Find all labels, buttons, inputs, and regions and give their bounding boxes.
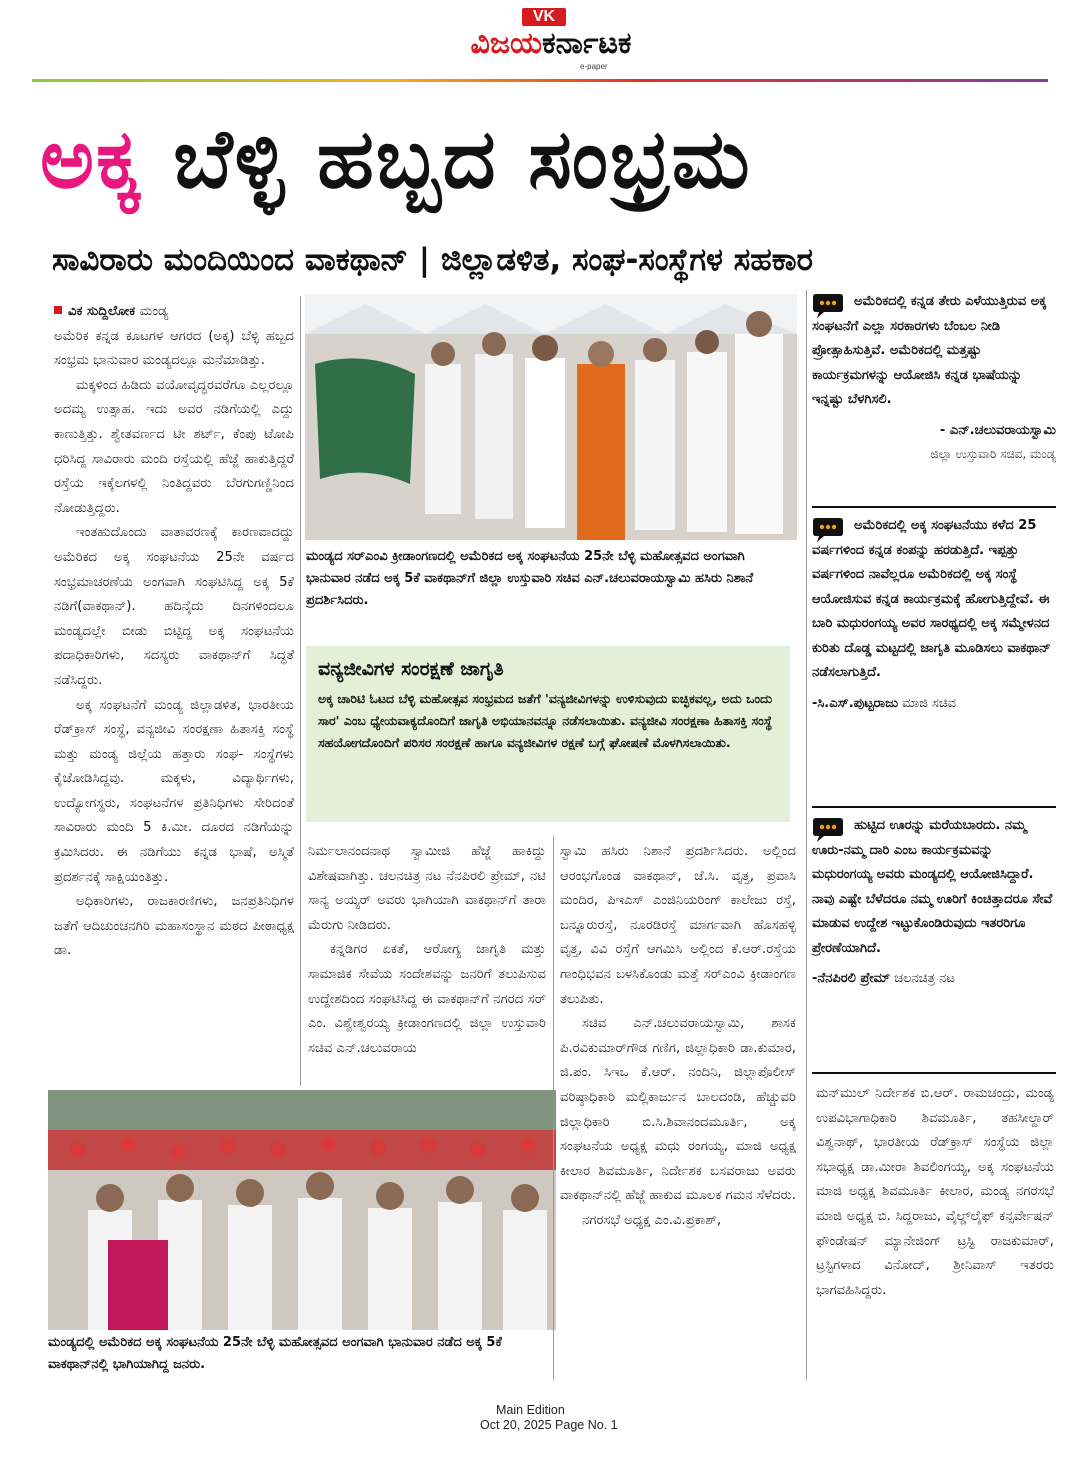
newspaper-name-red: ವಿಜಯ <box>470 26 543 61</box>
photo-walkathon-crowd <box>48 1090 556 1330</box>
quote-3-author <box>812 967 1056 991</box>
quote-2-body: ಅಮೆರಿಕದಲ್ಲಿ ಅಕ್ಕ ಸಂಘಟನೆಯು ಕಳೆದ 25 ವರ್ಷಗಳಿಂದ ಕನ್ನಡ ಕಂಪನ್ನು ಹರಡುತ್ತಿದೆ. ಇಪ್ಪತ್ತು ವರ್ಷಗಳಿಂದ ನಾವೆಲ್ಲರೂ ಅಮೆರಿಕದಲ್ಲಿ ಅಕ್ಕ ಸಂಸ್ಥೆ ಆಯೋಜಿಸುವ ಕನ್ನಡ ಕಾರ್ಯಕ್ರಮಕ್ಕೆ ಹೋಗುತ್ತಿದ್ದೇವೆ. ಈ ಬಾರಿ ಮಧುರಂಗಯ್ಯ ಅವರ ಸಾರಥ್ಯದಲ್ಲಿ ಅಕ್ಕ ಸಮ್ಮೇಳನದ ಕುರಿತು ದೊಡ್ಡ ಮಟ್ಟದಲ್ಲಿ ಜಾಗೃತಿ ಮೂಡಿಸಲು ವಾಕಥಾನ್ ನಡೆಸಲಾಗುತ್ತಿದೆ. <box>812 518 1051 680</box>
quote-1-role: ಜಿಲ್ಲಾ ಉಸ್ತುವಾರಿ ಸಚಿವ, ಮಂಡ್ಯ <box>930 446 1056 461</box>
quote-3-text <box>812 814 1056 961</box>
photo-walkathon-crowd-caption: ಮಂಡ್ಯದಲ್ಲಿ ಅಮೆರಿಕದ ಅಕ್ಕ ಸಂಘಟನೆಯ 25ನೇ ಬೆಳ್ಳಿ ಮಹೋತ್ಸವದ ಅಂಗವಾಗಿ ಭಾನುವಾರ ನಡೆದ ಅಕ್ಕ 5ಕೆ ವಾಕಥಾನ್‌ನಲ್ಲಿ ಭಾಗಿಯಾಗಿದ್ದ ಜನರು. <box>48 1335 502 1372</box>
subheadline: ಸಾವಿರಾರು ಮಂದಿಯಿಂದ ವಾಕಥಾನ್ | ಜಿಲ್ಲಾಡಳಿತ, ಸಂಘ-ಸಂಸ್ಥೆಗಳ ಸಹಕಾರ <box>52 242 814 278</box>
article-column-3 <box>560 840 796 1380</box>
newspaper-name-black: ಕರ್ನಾಟಕ <box>542 26 632 61</box>
quote-1 <box>812 290 1056 500</box>
wildlife-box-title: ವನ್ಯಜೀವಿಗಳ ಸಂರಕ್ಷಣೆ ಜಾಗೃತಿ <box>318 658 504 680</box>
paragraph: ಕನ್ನಡಿಗರ ಏಕತೆ, ಆರೋಗ್ಯ ಜಾಗೃತಿ ಮತ್ತು ಸಾಮಾಜಿಕ ಸೇವೆಯ ಸಂದೇಶವನ್ನು ಜನರಿಗೆ ತಲುಪಿಸುವ ಉದ್ದೇಶದಿಂದ ಸಂಘಟಿಸಿದ್ದ ಈ ವಾಕಥಾನ್‌ಗೆ ನಗರದ ಸರ್ ಎಂ. ವಿಶ್ವೇಶ್ವರಯ್ಯ ಕ್ರೀಡಾಂಗಣದಲ್ಲಿ ಜಿಲ್ಲಾ ಉಸ್ತುವಾರಿ ಸಚಿವ ಎನ್.ಚಲುವರಾಯ <box>308 942 546 1056</box>
headline <box>40 96 1050 224</box>
quote-2-author-name: -ಸಿ.ಎಸ್.ಪುಟ್ಟರಾಜು <box>812 695 898 711</box>
footer-edition: Main Edition <box>496 1403 565 1417</box>
paragraph: ಇಂತಹುದೊಂದು ವಾತಾವರಣಕ್ಕೆ ಕಾರಣವಾದದ್ದು ಅಮೆರಿಕದ ಅಕ್ಕ ಸಂಘಟನೆಯ 25ನೇ ವರ್ಷದ ಸಂಭ್ರಮಾಚರಣೆಯ ಅಂಗವಾಗಿ ಸಂಘಟಿಸಿದ್ದ ಅಕ್ಕ 5ಕೆ ನಡಿಗೆ(ವಾಕಥಾನ್). ಹದಿನೈದು ದಿನಗಳಿಂದಲೂ ಮಂಡ್ಯದಲ್ಲೇ ಬೀಡು ಬಿಟ್ಟಿದ್ದ ಅಕ್ಕ ಸಂಘಟನೆಯ ಪದಾಧಿಕಾರಿಗಳು, ಸದಸ್ಯರು ವಾಕಥಾನ್‌ಗೆ ಸಿದ್ಧತೆ ನಡೆಸಿದ್ದರು. <box>54 525 294 688</box>
photo-flag-off-image <box>305 294 797 540</box>
article-column-4 <box>816 1082 1054 1382</box>
quote-2-author <box>812 692 1056 716</box>
masthead-rule <box>32 79 1048 82</box>
dateline <box>54 300 294 325</box>
quote-2-role: ಮಾಜಿ ಸಚಿವ <box>902 695 956 711</box>
dateline-city: ಮಂಡ್ಯ <box>139 304 169 319</box>
paragraph: ಮನ್‌ಮುಲ್ ನಿರ್ದೇಶಕ ಬಿ.ಆರ್. ರಾಮಚಂದ್ರು, ಮಂಡ್ಯ ಉಪವಿಭಾಗಾಧಿಕಾರಿ ಶಿವಮೂರ್ತಿ, ತಹಸೀಲ್ದಾರ್ ವಿಶ್ವನಾಥ್, ಭಾರತೀಯ ರೆಡ್‌ಕ್ರಾಸ್ ಸಂಸ್ಥೆಯ ಜಿಲ್ಲಾ ಸಭಾಧ್ಯಕ್ಷ ಡಾ.ಮೀರಾ ಶಿವಲಿಂಗಯ್ಯ, ಅಕ್ಕ ಸಂಘಟನೆಯ ಮಾಜಿ ಅಧ್ಯಕ್ಷ ಶಿವಮೂರ್ತಿ ಕೀಲಾರ, ಮಂಡ್ಯ ನಗರಸಭೆ ಮಾಜಿ ಅಧ್ಯಕ್ಷ ಬಿ. ಸಿದ್ದರಾಜು, ವೈಲ್ಡ್‌ಲೈಫ್ ಕನ್ಸರ್ವೇಷನ್ ಫೌಂಡೇಷನ್ ಮ್ಯಾನೇಜಿಂಗ್ ಟ್ರಸ್ಟಿ ರಾಜಕುಮಾರ್, ಟ್ರಸ್ಟಿಗಳಾದ ವಿನೋದ್, ಶ್ರೀನಿವಾಸ್ ಇತರರು ಭಾಗವಹಿಸಿದ್ದರು. <box>816 1086 1054 1298</box>
quote-divider <box>812 506 1056 508</box>
article-column-2 <box>308 840 546 1086</box>
wildlife-box-body: ಅಕ್ಕ ಚಾರಿಟಿ ಓಟದ ಬೆಳ್ಳಿ ಮಹೋತ್ಸವ ಸಂಭ್ರಮದ ಜತೆಗೆ 'ವನ್ಯಜೀವಿಗಳನ್ನು ಉಳಿಸುವುದು ಐಚ್ಛಿಕವಲ್ಲ, ಅದು ಒಂದು ಸಾರ' ಎಂಬ ಧ್ಯೇಯವಾಕ್ಯದೊಂದಿಗೆ ಜಾಗೃತಿ ಅಭಿಯಾನವನ್ನೂ ನಡೆಸಲಾಯಿತು. ವನ್ಯಜೀವಿ ಸಂರಕ್ಷಣಾ ಹಿತಾಸಕ್ತಿ ಸಂಸ್ಥೆ ಸಹಯೋಗದೊಂದಿಗೆ ಪರಿಸರ ಸಂರಕ್ಷಣೆ ಹಾಗೂ ವನ್ಯಜೀವಿಗಳ ರಕ್ಷಣೆ ಬಗ್ಗೆ ಘೋಷಣೆ ಮೊಳಗಿಸಲಾಯಿತು. <box>318 691 773 750</box>
paragraph: ಮಕ್ಕಳಿಂದ ಹಿಡಿದು ವಯೋವೃದ್ಧರವರೆಗೂ ಎಲ್ಲರಲ್ಲೂ ಅದಮ್ಯ ಉತ್ಸಾಹ. ಇದು ಅವರ ನಡಿಗೆಯಲ್ಲಿ ಎದ್ದು ಕಾಣುತ್ತಿತ್ತು. ಶ್ವೇತವರ್ಣದ ಟೀ ಶರ್ಟ್, ಕೆಂಪು ಟೋಪಿ ಧರಿಸಿದ್ದ ಸಾವಿರಾರು ಮಂದಿ ರಸ್ತೆಯಲ್ಲಿ ಹೆಜ್ಜೆ ಹಾಕುತ್ತಿದ್ದರೆ ರಸ್ತೆಯ ಇಕ್ಕೆಲಗಳಲ್ಲಿ ನಿಂತಿದ್ದವರು ಬೆರಗುಗಣ್ಣಿನಿಂದ ನೋಡುತ್ತಿದ್ದರು. <box>54 377 294 516</box>
headline-rest: ಬೆಳ್ಳಿ ಹಬ್ಬದ ಸಂಭ್ರಮ <box>142 112 752 207</box>
column-rule <box>553 836 554 1380</box>
quote-2-text <box>812 514 1056 686</box>
speech-bubble-icon <box>812 816 844 844</box>
paragraph: ನಗರಸಭೆ ಅಧ್ಯಕ್ಷ ಎಂ.ವಿ.ಪ್ರಕಾಶ್, <box>582 1212 722 1228</box>
masthead <box>430 8 672 72</box>
vk-logo-mark: VK <box>522 8 566 26</box>
speech-bubble-icon <box>812 516 844 544</box>
quote-1-author <box>812 419 1056 443</box>
quote-2 <box>812 514 1056 804</box>
quote-divider <box>812 1072 1056 1074</box>
newspaper-name <box>430 26 672 62</box>
photo-walkathon-crowd-image <box>48 1090 556 1330</box>
quote-1-text <box>812 290 1056 413</box>
article-column-1 <box>54 300 294 1086</box>
column-rule <box>300 296 301 1086</box>
paragraph: ಸ್ವಾಮಿ ಹಸಿರು ನಿಶಾನೆ ಪ್ರದರ್ಶಿಸಿದರು. ಅಲ್ಲಿಂದ ಆರಂಭಗೊಂಡ ವಾಕಥಾನ್, ಜೆ.ಸಿ. ವೃತ್ತ, ಪ್ರವಾಸಿ ಮಂದಿರ, ಪಿಇಎಸ್ ಎಂಜಿನಿಯರಿಂಗ್ ಕಾಲೇಜು ರಸ್ತೆ, ಬನ್ನೂರುರಸ್ತೆ, ನೂರಡಿರಸ್ತೆ ಮಾರ್ಗವಾಗಿ ಹೊಸಹಳ್ಳಿ ವೃತ್ತ, ವಿವಿ ರಸ್ತೆಗೆ ಆಗಮಿಸಿ ಅಲ್ಲಿಂದ ಕೆ.ಆರ್.ರಸ್ತೆಯ ಗಾಂಧಿಭವನ ಬಳಸಿಕೊಂಡು ಮತ್ತೆ ಸರ್‌ಎಂವಿ ಕ್ರೀಡಾಂಗಣ ತಲುಪಿತು. <box>560 844 796 1007</box>
paragraph: ನಿರ್ಮಲಾನಂದನಾಥ ಸ್ವಾಮೀಜಿ ಹೆಜ್ಜೆ ಹಾಕಿದ್ದು ವಿಶೇಷವಾಗಿತ್ತು. ಚಲನಚಿತ್ರ ನಟ ನೆನಪಿರಲಿ ಪ್ರೇಮ್, ನಟಿ ಸಾನ್ಯ ಅಯ್ಯರ್ ಅವರು ಭಾಗಿಯಾಗಿ ವಾಕಥಾನ್‌ಗೆ ತಾರಾ ಮೆರುಗು ನೀಡಿದರು. <box>308 844 546 933</box>
quote-3 <box>812 814 1056 1066</box>
edition-tag: e-paper <box>580 62 608 71</box>
column-rule <box>806 290 807 1380</box>
speech-bubble-icon <box>812 292 844 320</box>
quote-1-body: ಅಮೆರಿಕದಲ್ಲಿ ಕನ್ನಡ ತೇರು ಎಳೆಯುತ್ತಿರುವ ಅಕ್ಕ ಸಂಘಟನೆಗೆ ಎಲ್ಲಾ ಸರಕಾರಗಳು ಬೆಂಬಲ ನೀಡಿ ಪ್ರೋತ್ಸಾಹಿಸುತ್ತಿವೆ. ಅಮೆರಿಕದಲ್ಲಿ ಮತ್ತಷ್ಟು ಕಾರ್ಯಕ್ರಮಗಳನ್ನು ಆಯೋಜಿಸಿ ಕನ್ನಡ ಭಾಷೆಯನ್ನು ಇನ್ನಷ್ಟು ಬೆಳಗಿಸಲಿ. <box>812 294 1047 407</box>
paragraph: ಅಧಿಕಾರಿಗಳು, ರಾಜಕಾರಣಿಗಳು, ಜನಪ್ರತಿನಿಧಿಗಳ ಜತೆಗೆ ಆದಿಚುಂಚನಗಿರಿ ಮಹಾಸಂಸ್ಥಾನ ಮಠದ ಪೀಠಾಧ್ಯಕ್ಷ ಡಾ. <box>54 894 294 959</box>
quote-divider <box>812 806 1056 808</box>
photo-flag-off-caption: ಮಂಡ್ಯದ ಸರ್‌ಎಂವಿ ಕ್ರೀಡಾಂಗಣದಲ್ಲಿ ಅಮೆರಿಕದ ಅಕ್ಕ ಸಂಘಟನೆಯ 25ನೇ ಬೆಳ್ಳಿ ಮಹೋತ್ಸವದ ಅಂಗವಾಗಿ ಭಾನುವಾರ ನಡೆದ ಅಕ್ಕ 5ಕೆ ವಾಕಥಾನ್‌ಗೆ ಜಿಲ್ಲಾ ಉಸ್ತುವಾರಿ ಸಚಿವ ಎನ್.ಚಲುವರಾಯಸ್ವಾಮಿ ಹಸಿರು ನಿಶಾನೆ ಪ್ರದರ್ಶಿಸಿದರು. <box>306 549 754 608</box>
quote-3-author-name: -ನೆನಪಿರಲಿ ಪ್ರೇಮ್ <box>812 971 891 986</box>
quote-3-body: ಹುಟ್ಟಿದ ಊರನ್ನು ಮರೆಯಬಾರದು. ನಮ್ಮ ಊರು-ನಮ್ಮ ದಾರಿ ಎಂಬ ಕಾರ್ಯಕ್ರಮವನ್ನು ಮಧುರಂಗಯ್ಯ ಅವರು ಮಂಡ್ಯದಲ್ಲಿ ಆಯೋಜಿಸಿದ್ದಾರೆ. ನಾವು ಎಷ್ಟೇ ಬೆಳೆದರೂ ನಮ್ಮ ಊರಿಗೆ ಕಿಂಚಿತ್ತಾದರೂ ಸೇವೆ ಮಾಡುವ ಉದ್ದೇಶ ಇಟ್ಟುಕೊಂಡಿರುವುದು ಇತರರಿಗೂ ಪ್ರೇರಣೆಯಾಗಿದೆ. <box>812 818 1053 956</box>
quote-1-author-name: - ಎನ್.ಚಲುವರಾಯಸ್ವಾಮಿ <box>939 422 1056 438</box>
photo-flag-off <box>305 294 797 540</box>
paragraph: ಅಮೆರಿಕ ಕನ್ನಡ ಕೂಟಗಳ ಆಗರದ (ಅಕ್ಕ) ಬೆಳ್ಳಿ ಹಬ್ಬದ ಸಂಭ್ರಮ ಭಾನುವಾರ ಮಂಡ್ಯದಲ್ಲೂ ಮನೆಮಾಡಿತ್ತು. <box>54 328 294 369</box>
dateline-source: ವಿಕ ಸುದ್ದಿಲೋಕ <box>68 304 136 319</box>
page-footer <box>480 1403 680 1433</box>
quote-3-role: ಚಲನಚಿತ್ರ ನಟ <box>894 971 955 986</box>
dateline-square-icon <box>54 306 62 314</box>
paragraph: ಅಕ್ಕ ಸಂಘಟನೆಗೆ ಮಂಡ್ಯ ಜಿಲ್ಲಾಡಳಿತ, ಭಾರತೀಯ ರೆಡ್‌ಕ್ರಾಸ್ ಸಂಸ್ಥೆ, ವನ್ಯಜೀವಿ ಸಂರಕ್ಷಣಾ ಹಿತಾಸಕ್ತಿ ಸಂಸ್ಥೆ ಮತ್ತು ಮಂಡ್ಯ ಜಿಲ್ಲೆಯ ಹತ್ತಾರು ಸಂಘ- ಸಂಸ್ಥೆಗಳು ಕೈಜೋಡಿಸಿದ್ದವು. ಮಕ್ಕಳು, ವಿದ್ಯಾರ್ಥಿಗಳು, ಉದ್ಯೋಗಸ್ಥರು, ಸಂಘಟನೆಗಳ ಪ್ರತಿನಿಧಿಗಳು ಸೇರಿದಂತೆ ಸಾವಿರಾರು ಮಂದಿ 5 ಕಿ.ಮೀ. ದೂರದ ನಡಿಗೆಯನ್ನು ಕ್ರಮಿಸಿದರು. ಈ ನಡಿಗೆಯು ಕನ್ನಡ ಭಾಷೆ, ಅಸ್ಮಿತೆ ಪ್ರದರ್ಶನಕ್ಕೆ ಸಾಕ್ಷಿಯಂತಿತ್ತು. <box>54 697 294 885</box>
headline-accent: ಅಕ್ಕ <box>40 112 143 207</box>
footer-date-page: Oct 20, 2025 Page No. 1 <box>480 1418 618 1432</box>
paragraph: ಸಚಿವ ಎನ್.ಚಲುವರಾಯಸ್ವಾಮಿ, ಶಾಸಕ ಪಿ.ರವಿಕುಮಾರ್‌ಗೌಡ ಗಣಿಗ, ಜಿಲ್ಲಾಧಿಕಾರಿ ಡಾ.ಕುಮಾರ, ಜಿ.ಪಂ. ಸಿಇಒ ಕೆ.ಆರ್. ನಂದಿನಿ, ಜಿಲ್ಲಾಪೊಲೀಸ್ ವರಿಷ್ಠಾಧಿಕಾರಿ ಮಲ್ಲಿಕಾರ್ಜುನ ಬಾಲದಂಡಿ, ಹೆಚ್ಚುವರಿ ಜಿಲ್ಲಾಧಿಕಾರಿ ಬಿ.ಸಿ.ಶಿವಾನಂದಮೂರ್ತಿ, ಅಕ್ಕ ಸಂಘಟನೆಯ ಅಧ್ಯಕ್ಷ ಮಧು ರಂಗಯ್ಯ, ಮಾಜಿ ಅಧ್ಯಕ್ಷ ಕೀಲಾರ ಶಿವಮೂರ್ತಿ, ನಿರ್ದೇಶಕ ಬಸವರಾಜು ಅವರು ವಾಕಥಾನ್‌ನಲ್ಲಿ ಹೆಜ್ಜೆ ಹಾಕುವ ಮೂಲಕ ಗಮನ ಸೆಳೆದರು. <box>560 1016 796 1204</box>
wildlife-awareness-box <box>306 646 790 822</box>
